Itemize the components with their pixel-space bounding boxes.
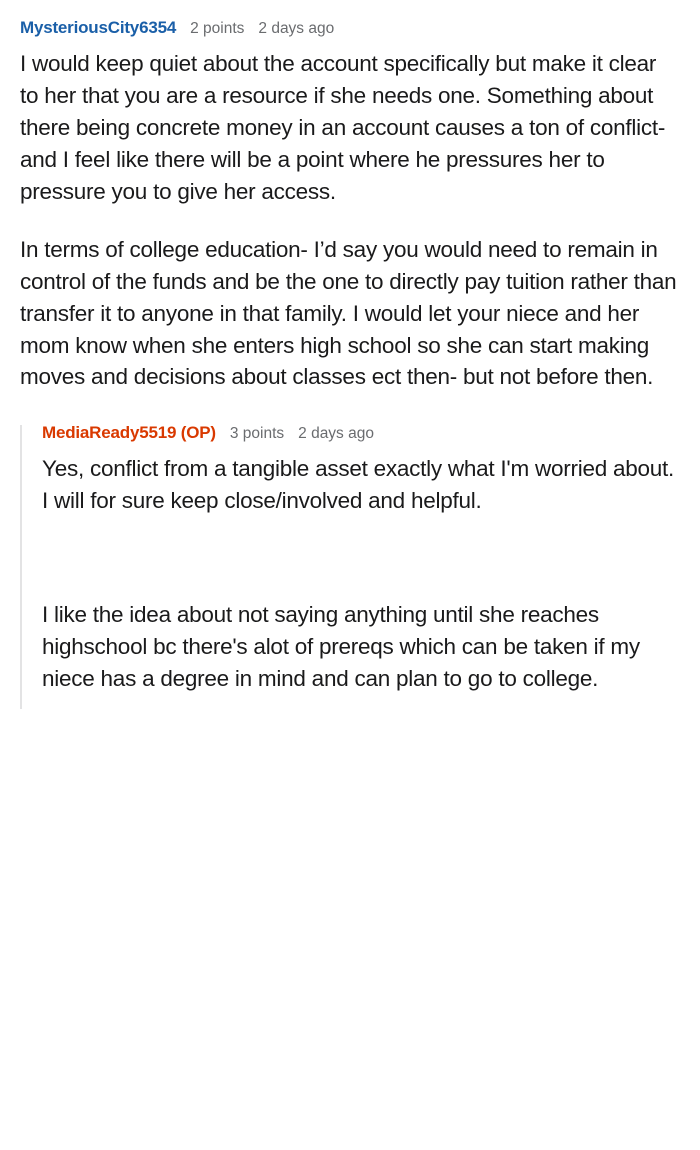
comment-author-link[interactable]: MysteriousCity6354 bbox=[20, 18, 177, 37]
reply-score: 3 points bbox=[229, 425, 285, 443]
reply-paragraph: I like the idea about not saying anything until she reaches highschool bc there's alot of prereqs which can be taken if my niece has a degree in mind and can plan to go to college. bbox=[42, 602, 640, 692]
reply-author-link[interactable]: MediaReady5519 (OP) bbox=[42, 423, 216, 443]
comment-paragraph: In terms of college education- I’d say you would need to remain in control of the funds and be the one to directly pay tuition rather than transfer it to anyone in that family. I would let your niece and her mom know when she enters high school so she can start making moves and decisions about classes ect then- but not before then. bbox=[20, 236, 677, 390]
comment-timestamp[interactable]: 2 days ago bbox=[258, 20, 335, 37]
comment-reply bbox=[20, 423, 680, 695]
reply-body bbox=[42, 453, 680, 695]
paragraph-spacer bbox=[42, 547, 680, 599]
comment-header bbox=[20, 18, 680, 38]
reply-paragraph: Yes, conflict from a tangible asset exactly what I'm worried about. I will for sure keep close/involved and helpful. bbox=[42, 456, 675, 514]
comment-score: 2 points bbox=[190, 20, 245, 37]
reply-header bbox=[42, 423, 680, 443]
comment-top-level bbox=[20, 18, 680, 695]
page-bottom-edge bbox=[0, 1144, 700, 1150]
comment-body bbox=[20, 48, 680, 393]
thread-collapse-line[interactable] bbox=[20, 425, 22, 709]
comment-paragraph: I would keep quiet about the account specifically but make it clear to her that you are a resource if she needs one. Something about there being concrete money in an account causes a ton of conflict- and I feel like there will be a point where he pressures her to pressure you to give her access. bbox=[20, 51, 666, 204]
reply-timestamp[interactable]: 2 days ago bbox=[298, 425, 374, 443]
